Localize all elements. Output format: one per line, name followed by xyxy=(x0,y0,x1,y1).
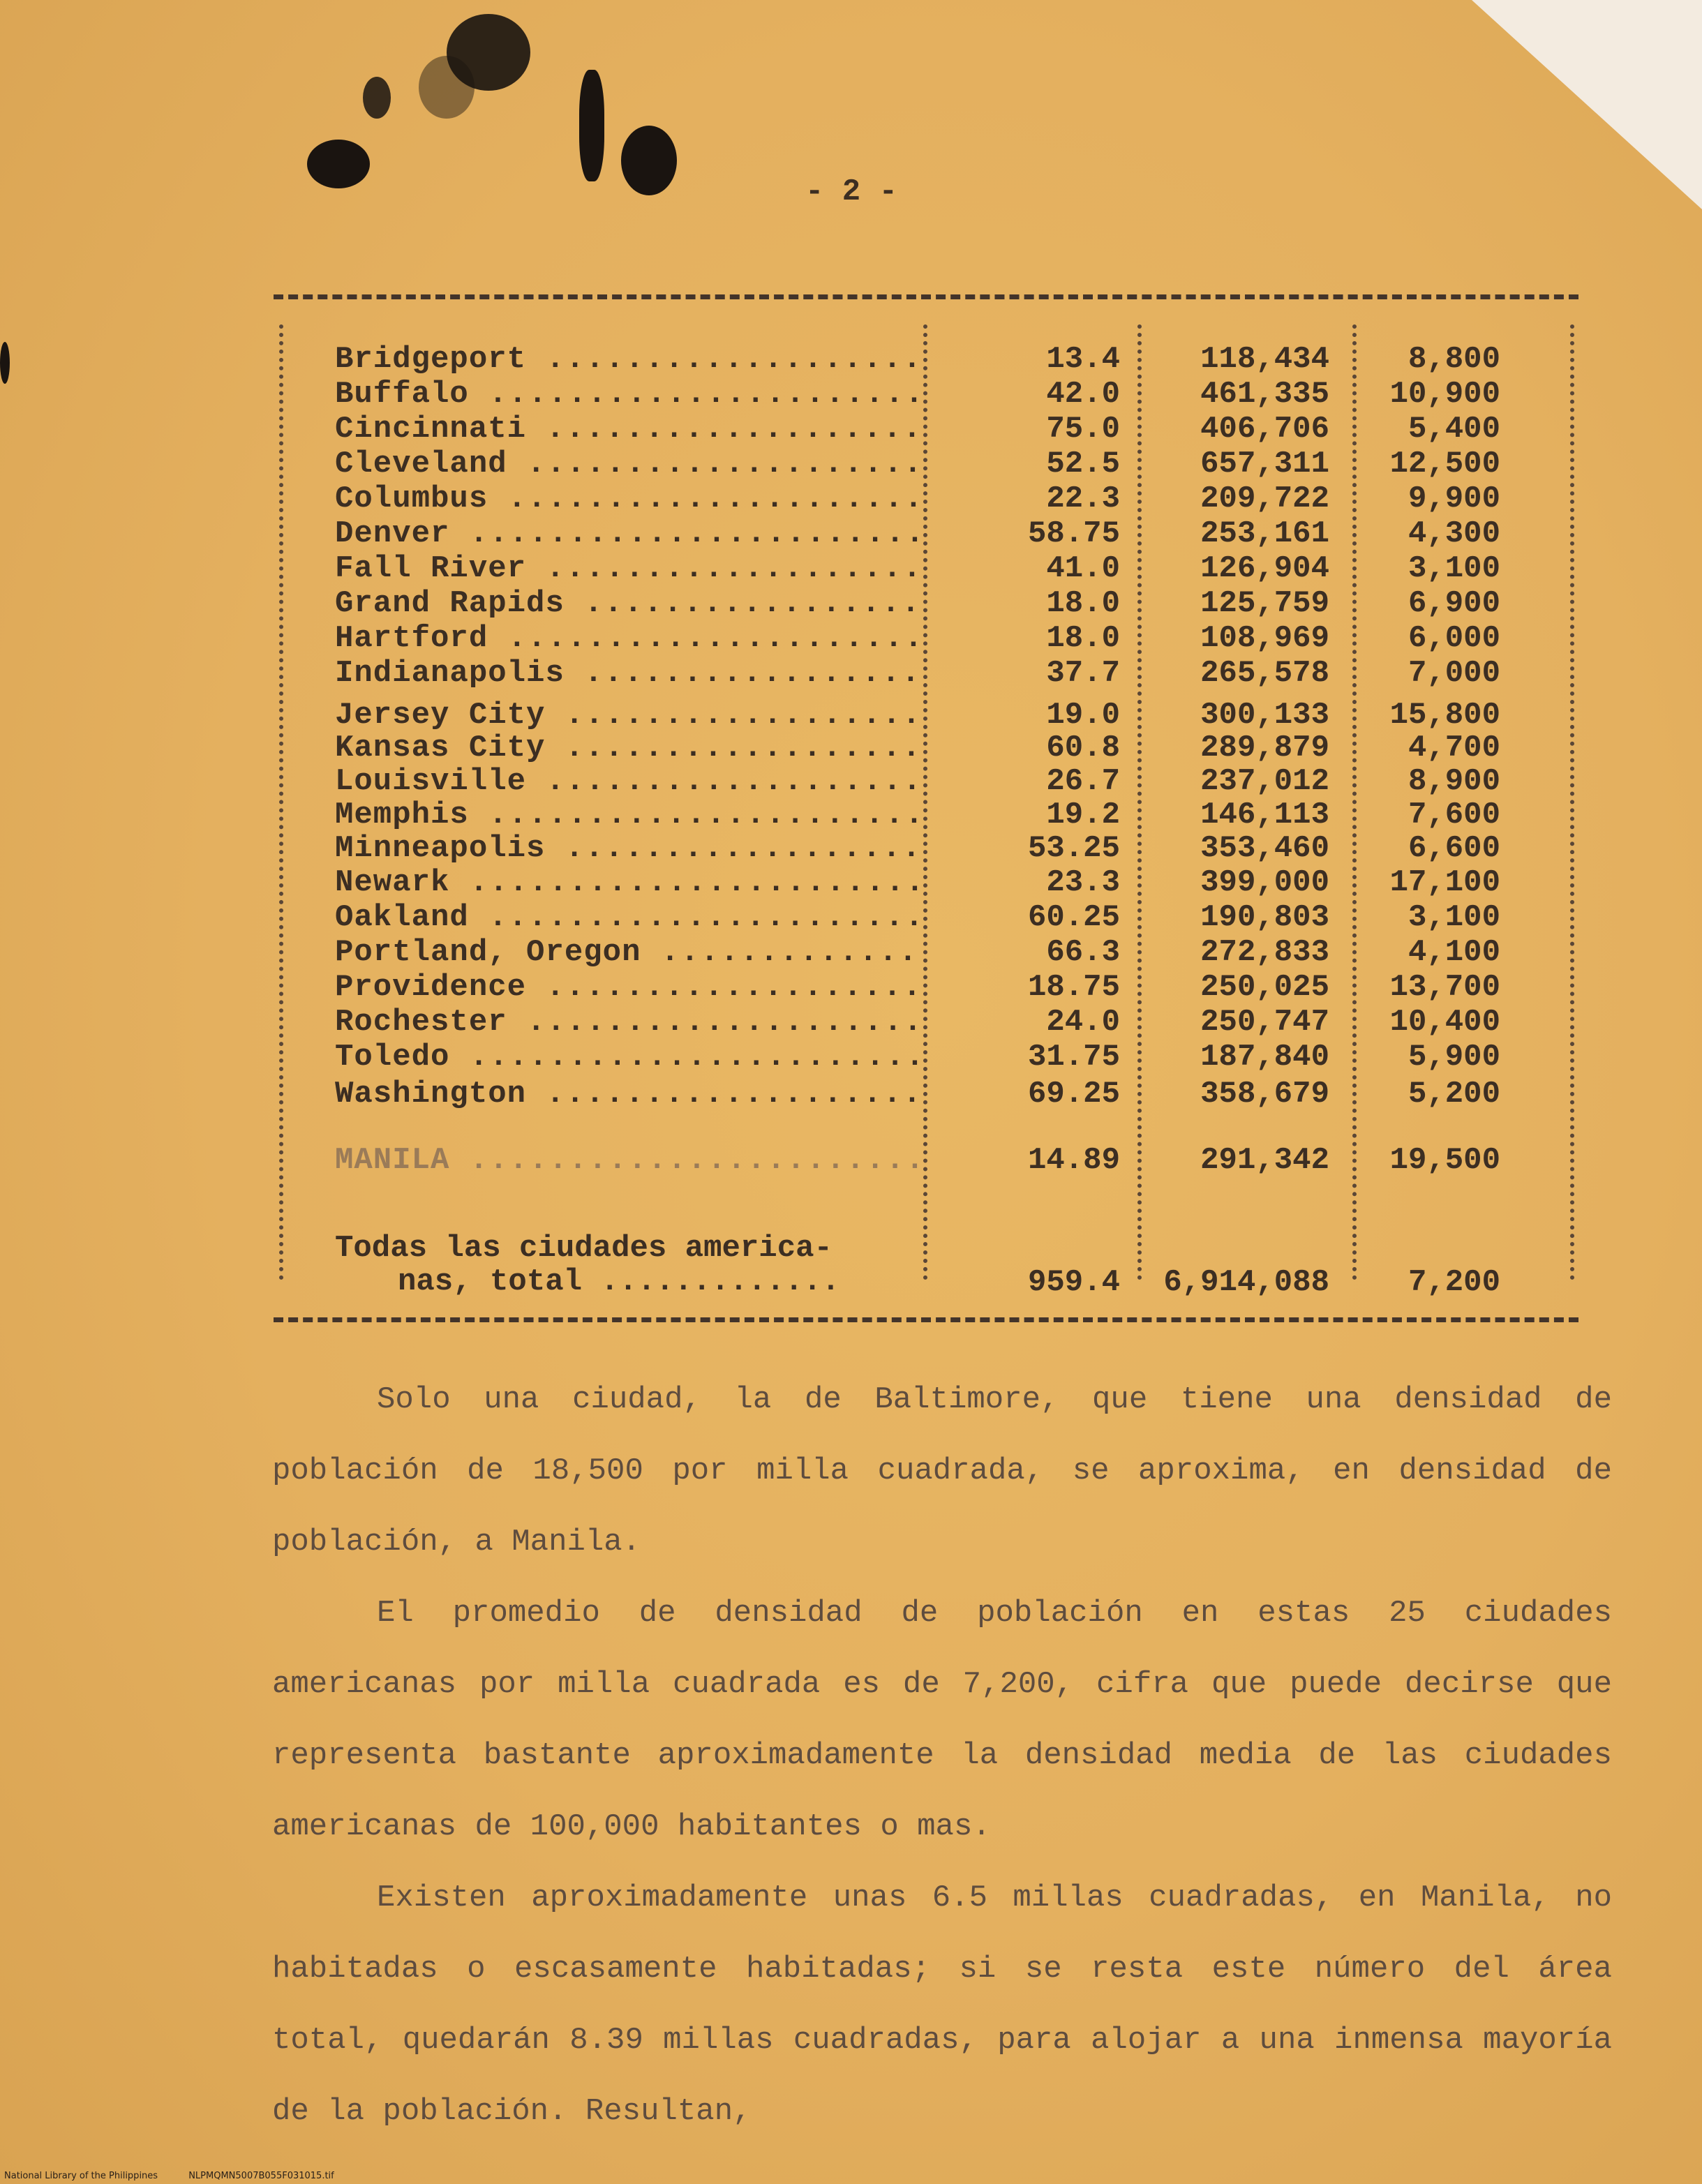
table-row xyxy=(335,970,1577,1003)
population-value: 461,335 xyxy=(1200,377,1329,412)
table-row xyxy=(335,865,1577,899)
population-value: 291,342 xyxy=(1200,1143,1329,1178)
population-value: 300,133 xyxy=(1200,698,1329,733)
area-value: 66.3 xyxy=(1046,935,1120,970)
area-value: 19.0 xyxy=(1046,698,1120,733)
table-row xyxy=(335,481,1577,515)
body-text xyxy=(272,1364,1612,2147)
population-value: 406,706 xyxy=(1200,412,1329,447)
column-divider xyxy=(279,324,283,1280)
density-value: 8,800 xyxy=(1408,342,1500,377)
city-name: Hartford ..... xyxy=(335,621,921,656)
table-row xyxy=(335,1077,1577,1110)
city-name: Jersey City ..... xyxy=(335,698,921,733)
folded-corner xyxy=(1472,0,1702,209)
city-name: Cincinnati ..... xyxy=(335,412,921,447)
city-name: Oakland ..... xyxy=(335,900,921,935)
city-name: Washington ..... xyxy=(335,1077,921,1112)
table-top-rule xyxy=(274,294,1578,299)
library-name: National Library of the Philippines xyxy=(4,2171,158,2181)
density-value: 4,300 xyxy=(1408,516,1500,551)
density-value: 6,000 xyxy=(1408,621,1500,656)
population-value: 272,833 xyxy=(1200,935,1329,970)
area-value: 60.25 xyxy=(1027,900,1120,935)
table-row xyxy=(335,621,1577,655)
density-value: 3,100 xyxy=(1408,551,1500,586)
table-row xyxy=(335,656,1577,689)
area-value: 60.8 xyxy=(1046,731,1120,765)
area-value: 22.3 xyxy=(1046,481,1120,516)
file-id: NLPMQMN5007B055F031015.tif xyxy=(188,2171,334,2181)
city-name: Louisville ..... xyxy=(335,764,921,799)
population-value: 126,904 xyxy=(1200,551,1329,586)
density-value: 10,900 xyxy=(1389,377,1500,412)
table-row xyxy=(335,586,1577,620)
density-value: 10,400 xyxy=(1389,1005,1500,1040)
ink-stain xyxy=(0,342,10,384)
density-value: 8,900 xyxy=(1408,764,1500,799)
city-name: Rochester ..... xyxy=(335,1005,921,1040)
city-name: Denver ..... xyxy=(335,516,921,551)
area-value: 13.4 xyxy=(1046,342,1120,377)
table-row xyxy=(335,412,1577,445)
city-name: Grand Rapids ..... xyxy=(335,586,921,621)
area-value: 41.0 xyxy=(1046,551,1120,586)
ink-stain xyxy=(307,140,370,188)
population-value: 289,879 xyxy=(1200,731,1329,765)
population-value: 125,759 xyxy=(1200,586,1329,621)
total-label-line1: Todas las ciudades america- xyxy=(335,1231,833,1266)
area-value: 18.75 xyxy=(1027,970,1120,1005)
archive-footer xyxy=(4,2171,362,2181)
population-value: 250,747 xyxy=(1200,1005,1329,1040)
table-row xyxy=(335,1005,1577,1038)
area-value: 37.7 xyxy=(1046,656,1120,691)
density-value: 6,900 xyxy=(1408,586,1500,621)
city-name: Bridgeport ..... xyxy=(335,342,921,377)
area-value: 14.89 xyxy=(1027,1143,1120,1178)
city-name: Indianapolis ..... xyxy=(335,656,921,691)
table-row xyxy=(335,831,1577,865)
population-value: 118,434 xyxy=(1200,342,1329,377)
city-name: Newark ..... xyxy=(335,865,921,900)
population-value: 353,460 xyxy=(1200,831,1329,866)
city-name: Columbus ..... xyxy=(335,481,921,516)
area-value: 69.25 xyxy=(1027,1077,1120,1112)
total-population: 6,914,088 xyxy=(1163,1265,1329,1300)
table-row xyxy=(335,551,1577,585)
table-row xyxy=(335,764,1577,798)
ink-stain xyxy=(419,56,475,119)
area-value: 42.0 xyxy=(1046,377,1120,412)
density-value: 6,600 xyxy=(1408,831,1500,866)
city-name: Minneapolis ..... xyxy=(335,831,921,866)
table-bottom-rule xyxy=(274,1317,1578,1322)
city-name: Buffalo ..... xyxy=(335,377,921,412)
density-value: 15,800 xyxy=(1389,698,1500,733)
density-value: 17,100 xyxy=(1389,865,1500,900)
population-value: 146,113 xyxy=(1200,798,1329,832)
population-value: 399,000 xyxy=(1200,865,1329,900)
population-value: 108,969 xyxy=(1200,621,1329,656)
population-value: 253,161 xyxy=(1200,516,1329,551)
paragraph: Solo una ciudad, la de Baltimore, que tiene una densidad de población de 18,500 por milla cuadrada, se aproxima, en densidad de población, a Manila. xyxy=(272,1382,1612,1560)
total-row xyxy=(335,1265,1577,1299)
density-value: 4,100 xyxy=(1408,935,1500,970)
area-value: 23.3 xyxy=(1046,865,1120,900)
density-value: 5,200 xyxy=(1408,1077,1500,1112)
population-value: 250,025 xyxy=(1200,970,1329,1005)
area-value: 19.2 xyxy=(1046,798,1120,832)
table-row xyxy=(335,447,1577,480)
ink-stain xyxy=(579,70,604,181)
area-value: 18.0 xyxy=(1046,586,1120,621)
table-row xyxy=(335,1040,1577,1073)
total-label-line2: nas, total ..... xyxy=(335,1265,840,1299)
area-value: 53.25 xyxy=(1027,831,1120,866)
density-value: 4,700 xyxy=(1408,731,1500,765)
density-value: 3,100 xyxy=(1408,900,1500,935)
paragraph: El promedio de densidad de población en estas 25 ciudades americanas por milla cuadrada es de 7,200, cifra que puede decirse que representa bastante aproximadamente la densidad media de las ciudades americanas de 100,000 habitantes o mas. xyxy=(272,1596,1612,1844)
population-value: 358,679 xyxy=(1200,1077,1329,1112)
density-value: 19,500 xyxy=(1389,1143,1500,1178)
total-density: 7,200 xyxy=(1408,1265,1500,1300)
population-value: 265,578 xyxy=(1200,656,1329,691)
manila-row xyxy=(335,1143,1577,1176)
city-name: MANILA ..... xyxy=(335,1143,921,1178)
page-number: - 2 - xyxy=(805,174,898,209)
ink-stain xyxy=(363,77,391,119)
table-row xyxy=(335,900,1577,934)
density-value: 7,600 xyxy=(1408,798,1500,832)
area-value: 52.5 xyxy=(1046,447,1120,481)
area-value: 31.75 xyxy=(1027,1040,1120,1075)
table-row xyxy=(335,731,1577,764)
density-value: 13,700 xyxy=(1389,970,1500,1005)
area-value: 58.75 xyxy=(1027,516,1120,551)
table-row xyxy=(335,516,1577,550)
area-value: 18.0 xyxy=(1046,621,1120,656)
density-value: 5,900 xyxy=(1408,1040,1500,1075)
density-value: 9,900 xyxy=(1408,481,1500,516)
table-row xyxy=(335,377,1577,410)
city-name: Providence ..... xyxy=(335,970,921,1005)
table-row xyxy=(335,698,1577,731)
table-row xyxy=(335,798,1577,831)
area-value: 26.7 xyxy=(1046,764,1120,799)
area-value: 75.0 xyxy=(1046,412,1120,447)
population-value: 209,722 xyxy=(1200,481,1329,516)
table-row xyxy=(335,342,1577,375)
city-name: Memphis ..... xyxy=(335,798,921,832)
density-value: 5,400 xyxy=(1408,412,1500,447)
population-value: 237,012 xyxy=(1200,764,1329,799)
paragraph: Existen aproximadamente unas 6.5 millas cuadradas, en Manila, no habitadas o escasamente habitadas; si se resta este número del área total, quedarán 8.39 millas cuadradas, para alojar a una inmensa mayoría de la población. Resultan, xyxy=(272,1880,1612,2129)
density-value: 12,500 xyxy=(1389,447,1500,481)
city-name: Kansas City ..... xyxy=(335,731,921,765)
city-name: Cleveland ..... xyxy=(335,447,921,481)
density-value: 7,000 xyxy=(1408,656,1500,691)
total-area: 959.4 xyxy=(1027,1265,1120,1300)
city-name: Portland, Oregon ..... xyxy=(335,935,921,970)
population-value: 190,803 xyxy=(1200,900,1329,935)
population-value: 187,840 xyxy=(1200,1040,1329,1075)
city-name: Toledo ..... xyxy=(335,1040,921,1075)
population-value: 657,311 xyxy=(1200,447,1329,481)
table-row xyxy=(335,935,1577,968)
ink-stain xyxy=(621,126,677,195)
city-name: Fall River ..... xyxy=(335,551,921,586)
area-value: 24.0 xyxy=(1046,1005,1120,1040)
